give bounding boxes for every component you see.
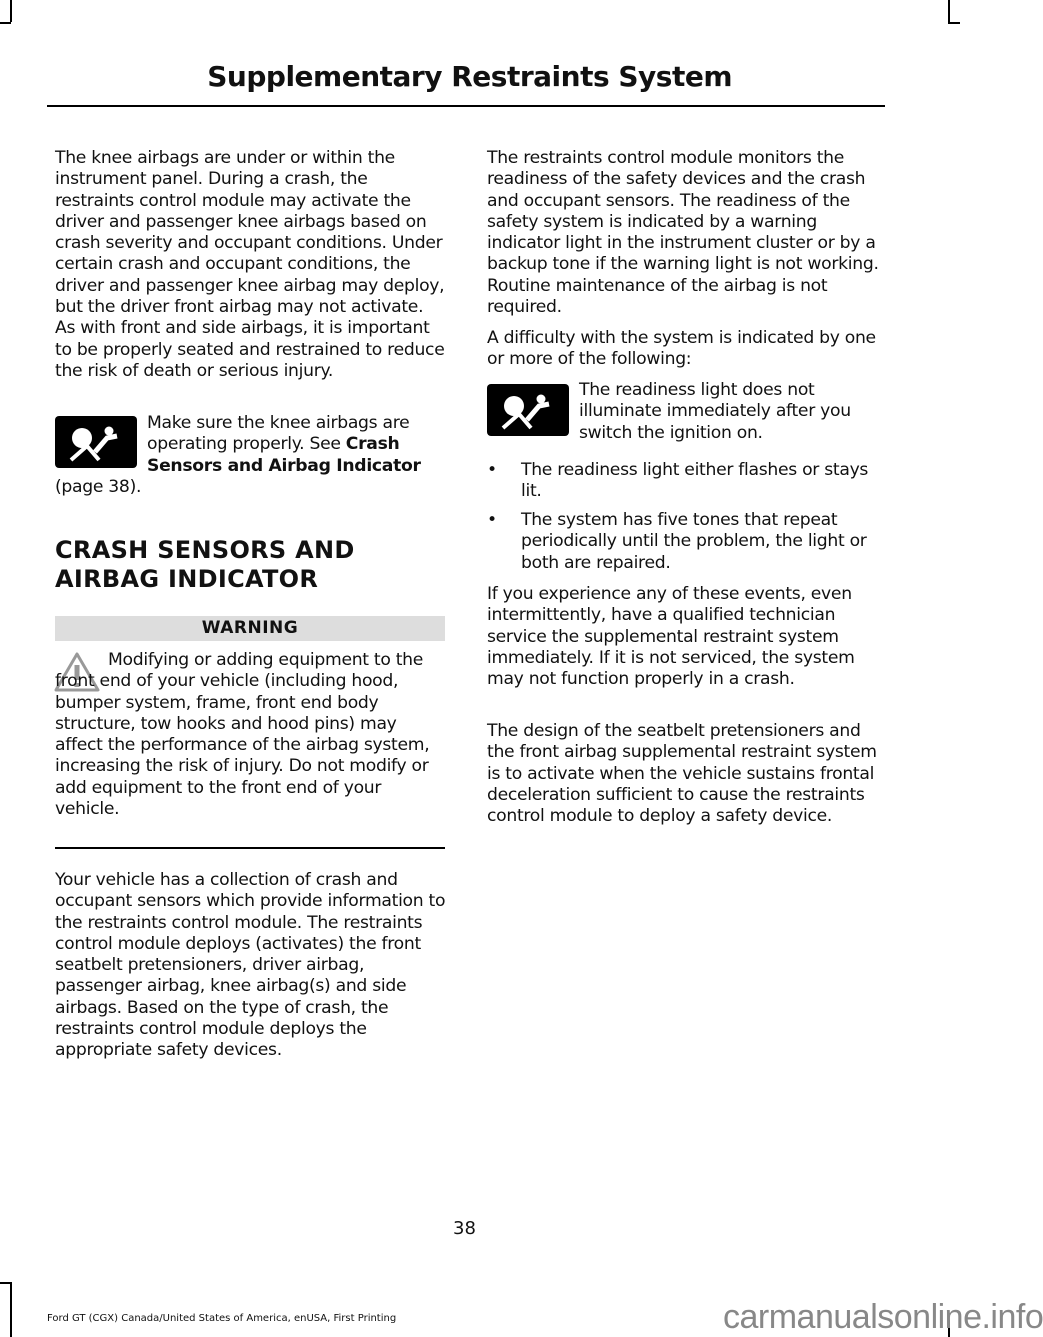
readiness-paragraph: The readiness light does not illuminate immediately after you switch the ignition on. <box>579 380 851 443</box>
page-number: 38 <box>453 1218 476 1239</box>
airbag-icon <box>55 416 137 468</box>
crop-mark <box>10 1282 12 1337</box>
list-item <box>487 460 880 503</box>
heading-line-2: AIRBAG INDICATOR <box>55 565 319 593</box>
warning-header: WARNING <box>55 616 445 641</box>
list-item-text: The readiness light either flashes or stays lit. <box>521 460 869 502</box>
monitor-paragraph: The restraints control module monitors the readiness of the safety devices and the crash and occupant sensors. The readiness of the safety system is indicated by a warning indicator light in the instrument cluster or by a backup tone if the warning light is not working. Routine maintenance of the airbag is not required. <box>487 148 879 318</box>
crop-mark <box>10 0 12 22</box>
crop-mark <box>948 22 960 24</box>
knee-airbag-paragraph: The knee airbags are under or within the instrument panel. During a crash, the restraints control module may activate the driver and passenger knee airbags based on crash severity and occupant conditions. Under certain crash and occupant conditions, the driver and passenger knee airbag may deploy, but the driver front airbag may not activate. As with front and side airbags, it is important to be properly seated and restrained to reduce the risk of death or serious injury. <box>55 148 445 381</box>
bullet-icon: • <box>487 510 497 530</box>
crop-mark <box>0 22 11 24</box>
bullet-icon: • <box>487 460 497 480</box>
crop-mark <box>0 1282 11 1284</box>
warning-divider <box>55 847 445 849</box>
list-item <box>487 510 880 574</box>
watermark: carmanualsonline.info <box>723 1298 1043 1336</box>
knee-airbag-note <box>147 413 447 477</box>
list-item-text: The system has five tones that repeat periodically until the problem, the light or both are repaired. <box>521 510 867 573</box>
edition-footer: Ford GT (CGX) Canada/United States of America, enUSA, First Printing <box>47 1313 397 1324</box>
difficulty-paragraph: A difficulty with the system is indicated by one or more of the following: <box>487 328 876 370</box>
section-heading <box>55 536 355 594</box>
header-divider <box>47 105 885 107</box>
page-title: Supplementary Restraints System <box>207 60 732 93</box>
note-text: Make sure the knee airbags are operating properly. See <box>147 413 410 455</box>
crash-sensors-paragraph: Your vehicle has a collection of crash and occupant sensors which provide information to the restraints control module. The restraints control module deploys (activates) the front seatbelt pretensioners, driver airbag, passenger airbag, knee airbag(s) and side airbags. Based on the type of crash, the restraints control module deploys the appropriate safety devices. <box>55 870 446 1061</box>
heading-line-1: CRASH SENSORS AND <box>55 536 355 564</box>
crop-mark <box>948 0 950 22</box>
design-paragraph: The design of the seatbelt pretensioners and the front airbag supplemental restraint system is to activate when the vehicle sustains frontal deceleration sufficient to cause the restraints control module to deploy a safety device. <box>487 721 877 827</box>
page-reference[interactable]: (page 38). <box>55 477 142 497</box>
crash-sensors-link[interactable]: Crash Sensors and Airbag Indicator <box>147 434 421 476</box>
airbag-icon <box>487 384 569 436</box>
warning-text: Modifying or adding equipment to the front end of your vehicle (including hood, bumper system, frame, front end body structure, tow hooks and hood pins) may affect the performance of the airbag system, increasing the risk of injury. Do not modify or add equipment to the front end of your vehicle. <box>55 650 430 820</box>
experience-paragraph: If you experience any of these events, even intermittently, have a qualified technician service the supplemental restraint system immediately. If it is not serviced, the system may not function properly in a crash. <box>487 584 855 690</box>
